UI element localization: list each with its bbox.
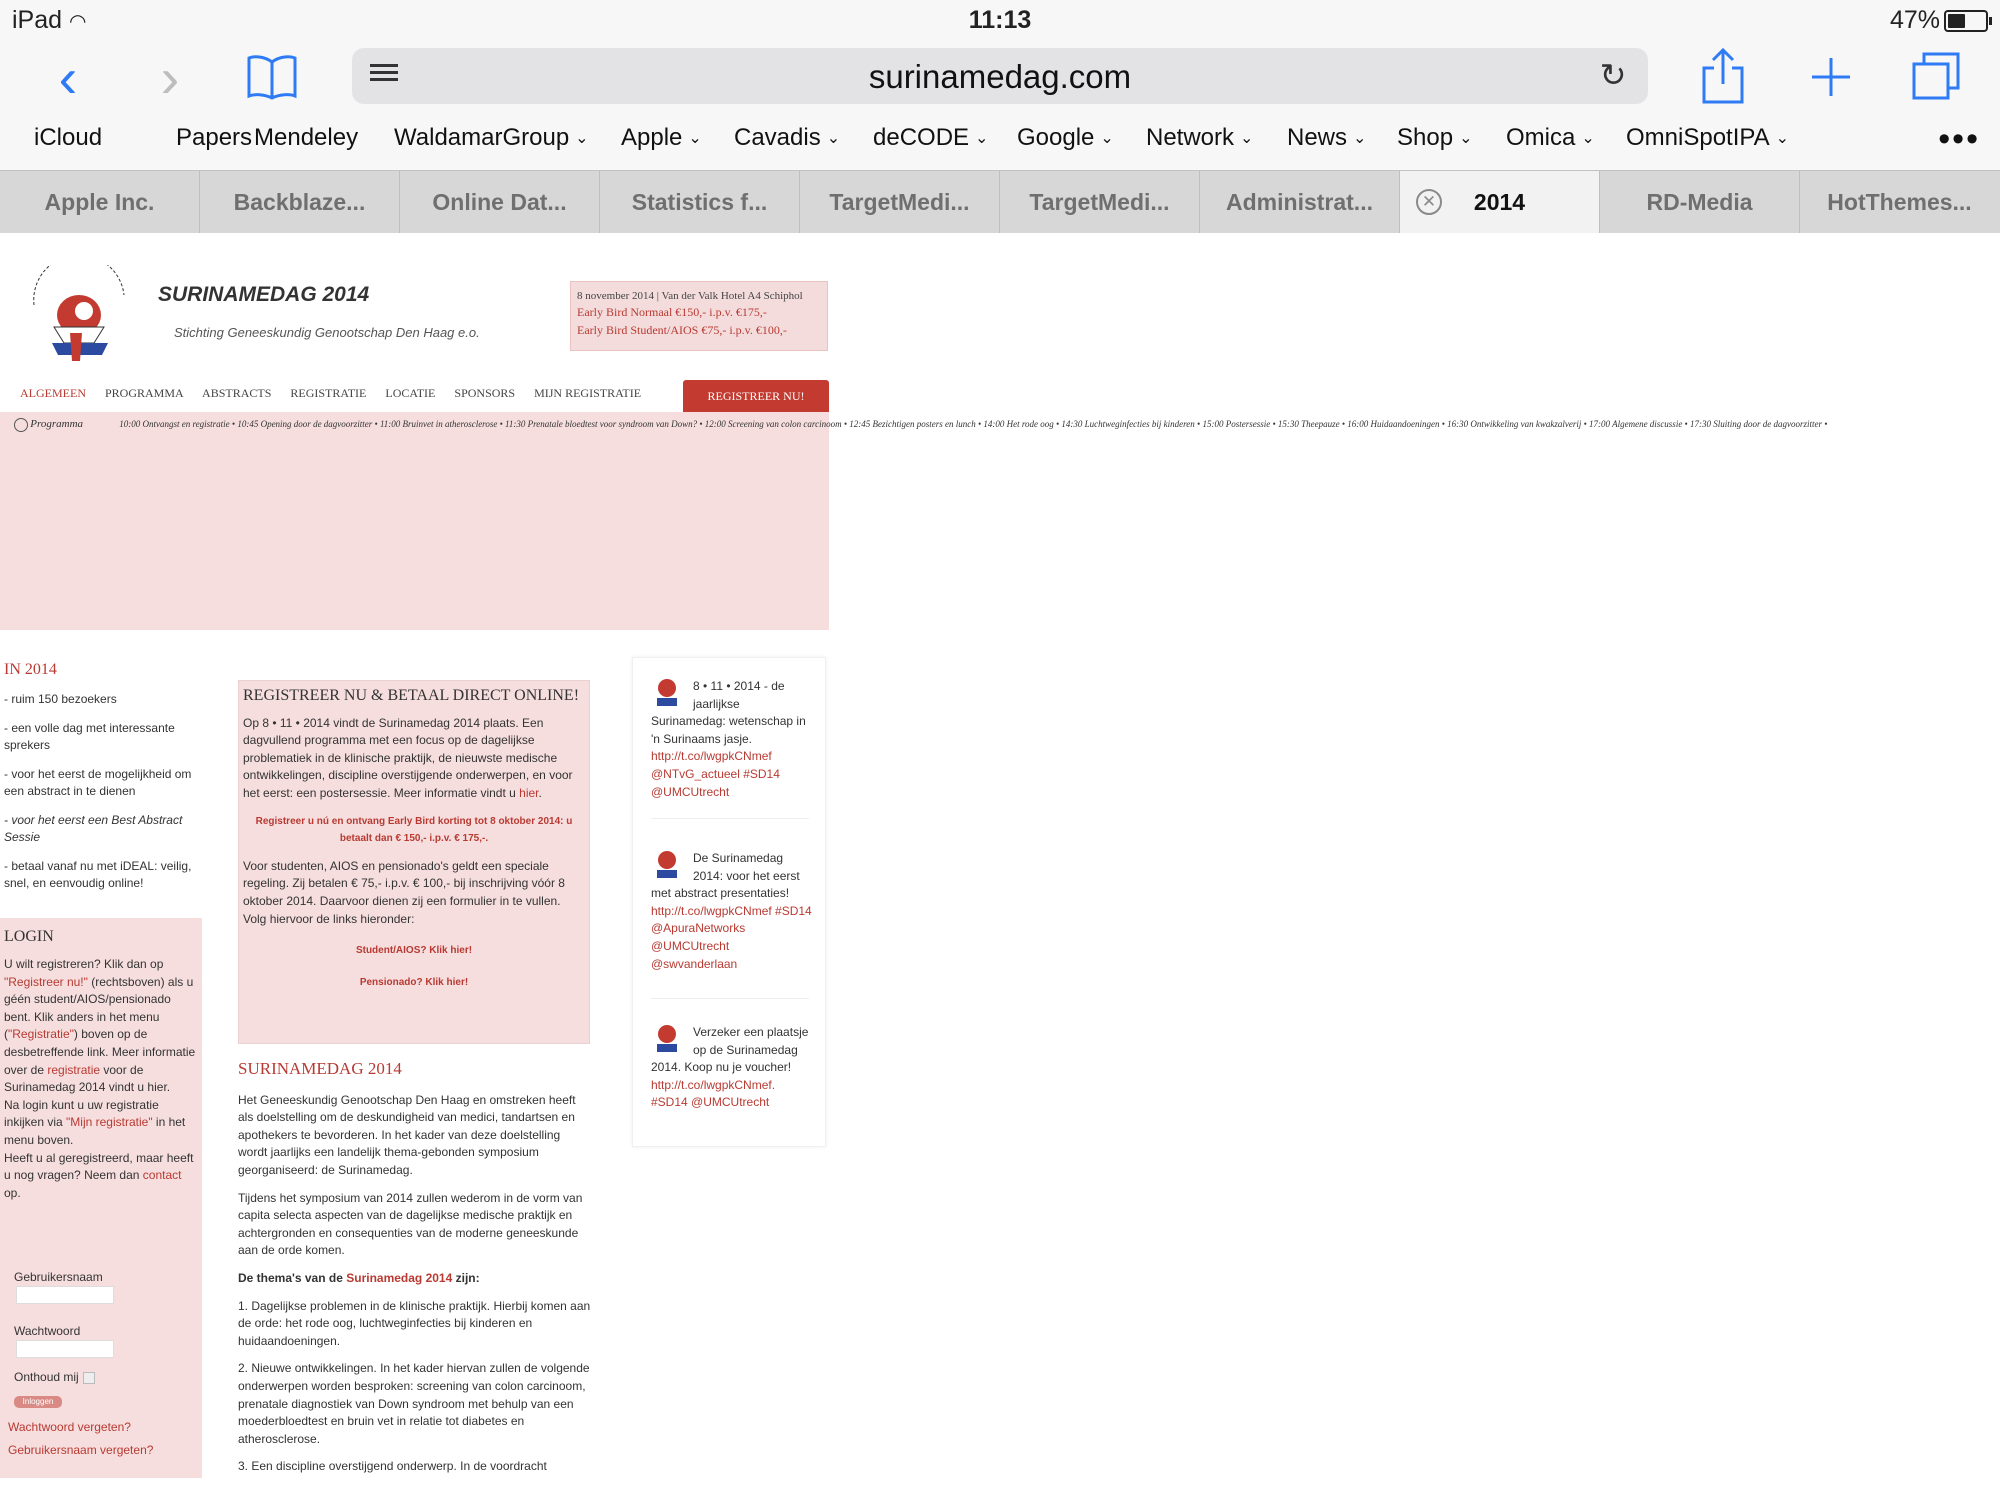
tab-apple[interactable]: Apple Inc. <box>0 171 200 233</box>
sidebar-in-2014 <box>0 657 200 904</box>
sidebar-heading: IN 2014 <box>4 661 57 678</box>
theme-item: 2. Nieuwe ontwikkelingen. In het kader hiervan zullen de volgende onderwerpen worden besproken: screening van colon carcinoom, prenatale diagnostiek van Down syndroom met behulp van een moederbloedtest en bruin vet in relatie tot diabetes en atherosclerose. <box>238 1361 590 1446</box>
username-label: Gebruikersnaam <box>14 1270 103 1284</box>
bookmark-mendeley[interactable]: Mendeley <box>254 124 359 151</box>
bookmark-folder-omica[interactable]: Omica ⌄ <box>1506 124 1595 151</box>
tab-targetmedi-1[interactable]: TargetMedi... <box>800 171 1000 233</box>
ticker-label: Programma <box>30 418 84 431</box>
avatar <box>647 844 687 884</box>
more-icon[interactable]: ••• <box>1938 120 1980 158</box>
bookmark-folder-news[interactable]: News ⌄ <box>1287 124 1367 151</box>
event-date: 8 november 2014 | Van der Valk Hotel A4 Schiphol <box>577 290 803 302</box>
menu-mijn-registratie[interactable]: MIJN REGISTRATIE <box>534 386 642 400</box>
battery-percent: 47% <box>1889 6 1940 34</box>
chevron-down-icon: ⌄ <box>1353 130 1367 147</box>
site-subtitle: Stichting Geneeskundig Genootschap Den Haag e.o. <box>174 325 480 340</box>
close-tab-icon[interactable]: ✕ <box>1416 189 1442 215</box>
new-tab-icon[interactable] <box>1808 54 1854 100</box>
sidebar-item: - voor het eerst een Best Abstract Sessie <box>4 813 183 844</box>
early-bird-student: Early Bird Student/AIOS €75,- i.p.v. €100,- <box>577 323 787 337</box>
avatar <box>647 672 687 712</box>
tweet: Verzeker een plaatsje op de Surinamedag 2014. Koop nu je voucher! http://t.co/lwgpkCNmef. #SD14 @UMCUtrecht <box>651 1024 815 1112</box>
tab-online-dat[interactable]: Online Dat... <box>400 171 600 233</box>
login-instructions: U wilt registreren? Klik dan op "Registreer nu!" (rechtsboven) als u géén student/AIOS/pensionado bent. Klik anders in het menu ("Registratie") boven op de desbetreffende link. Meer informatie over de registratie voor de Surinamedag 2014 vindt u hier. Na login kunt u uw registratie inkijken via "Mijn registratie" in het menu boven. Heeft u al geregistreerd, maar heeft u nog vragen? Neem dan contact op. <box>4 957 196 1200</box>
wifi-icon: ◠ <box>69 11 87 33</box>
bookmark-icloud[interactable]: iCloud <box>34 124 103 151</box>
menu-sponsors[interactable]: SPONSORS <box>454 386 516 400</box>
article-heading: SURINAMEDAG 2014 <box>238 1059 402 1078</box>
bookmark-folder-shop[interactable]: Shop ⌄ <box>1397 124 1473 151</box>
register-promo-box <box>238 680 590 1044</box>
clock-icon <box>14 418 28 432</box>
forward-icon[interactable]: › <box>160 46 180 109</box>
chevron-down-icon: ⌄ <box>1100 130 1114 147</box>
promo-heading: REGISTREER NU & BETAAL DIRECT ONLINE! <box>243 687 580 704</box>
remember-me-checkbox[interactable] <box>83 1372 95 1384</box>
bookmark-folder-network[interactable]: Network ⌄ <box>1146 124 1254 151</box>
address-bar[interactable] <box>352 48 1648 104</box>
login-panel <box>0 918 202 1478</box>
bookmark-folder-waldamargroup[interactable]: WaldamarGroup ⌄ <box>394 124 589 151</box>
forgot-password-link[interactable]: Wachtwoord vergeten? <box>8 1420 131 1434</box>
bookmark-folder-decode[interactable]: deCODE ⌄ <box>873 124 989 151</box>
tweet-links[interactable]: http://t.co/lwgpkCNmef. #SD14 @UMCUtrecht <box>651 1077 776 1110</box>
menu-registratie[interactable]: REGISTRATIE <box>290 386 367 400</box>
menu-algemeen[interactable]: ALGEMEEN <box>20 386 86 400</box>
reload-icon[interactable]: ↻ <box>1599 57 1627 93</box>
promo-intro: Op 8 • 11 • 2014 vindt de Surinamedag 2014 plaats. Een dagvullend programma met een focus op de dagelijkse problematiek in de klinische praktijk, de nieuwste medische ontwikkelingen, discipline overstijgende onderwerpen, en voor het eerst: een postersessie. Meer informatie vindt u hier. <box>243 715 573 800</box>
tab-statistics[interactable]: Statistics f... <box>600 171 800 233</box>
tab-targetmedi-2[interactable]: TargetMedi... <box>1000 171 1200 233</box>
url-text[interactable]: surinamedag.com <box>868 58 1132 95</box>
early-bird-normal: Early Bird Normaal €150,- i.p.v. €175,- <box>577 305 767 319</box>
chevron-down-icon: ⌄ <box>975 130 989 147</box>
share-icon[interactable] <box>1700 46 1746 106</box>
ticker-text: 10:00 Ontvangst en registratie • 10:45 Opening door de dagvoorzitter • 11:00 Bruinvet in atherosclerose • 11:30 Prenatale bloedtest voor syndroom van Down? • 12:00 Screening van colon carcinoom • 12:45 Bezichtigen posters en lunch • 14:00 Het rode oog • 14:30 Luchtweginfecties bij kinderen • 15:00 Postersessie • 15:30 Theepauze • 16:00 Huidaandoeningen • 16:30 Ontwikkeling van kwakzalverij • 17:00 Algemene discussie • 17:30 Sluiting door de dagvoorzitter • <box>119 419 1828 430</box>
tab-2014-active[interactable]: ✕ 2014 <box>1400 171 1600 233</box>
sidebar-item: - betaal vanaf nu met iDEAL: veilig, snel, en eenvoudig online! <box>4 859 192 890</box>
chevron-down-icon: ⌄ <box>826 130 841 147</box>
student-link[interactable]: Student/AIOS? Klik hier! <box>355 945 473 957</box>
early-bird-box <box>570 281 828 351</box>
remember-me-row[interactable]: Onthoud mij <box>14 1370 95 1384</box>
sidebar-item: - ruim 150 bezoekers <box>4 692 117 706</box>
theme-item: 1. Dagelijkse problemen in de klinische praktijk. Hierbij komen aan de orde: het rode oog, luchtweginfecties bij kinderen en huidaandoeningen. <box>238 1298 591 1348</box>
theme-item: 3. Een discipline overstijgend onderwerp. In de voordracht <box>238 1459 547 1474</box>
menu-abstracts[interactable]: ABSTRACTS <box>202 386 272 400</box>
site-menu <box>20 386 657 401</box>
chevron-down-icon: ⌄ <box>575 130 589 147</box>
chevron-down-icon: ⌄ <box>1581 130 1595 147</box>
tab-administrat[interactable]: Administrat... <box>1200 171 1400 233</box>
article-paragraph: Tijdens het symposium van 2014 zullen wederom in de vorm van capita selecta aspecten van de dagelijkse medische praktijk en achtergronden en consequenties van de moderne geneeskunde aan de orde komen. <box>238 1190 583 1258</box>
chevron-down-icon: ⌄ <box>688 130 702 147</box>
password-input[interactable] <box>16 1340 114 1358</box>
chevron-down-icon: ⌄ <box>1775 130 1790 147</box>
tab-hotthemes[interactable]: HotThemes... <box>1827 189 1972 215</box>
password-label: Wachtwoord <box>14 1324 81 1338</box>
program-ticker <box>14 418 2000 432</box>
login-button[interactable]: Inloggen <box>14 1396 62 1408</box>
chevron-down-icon: ⌄ <box>1240 130 1254 147</box>
themes-intro: De thema's van de Surinamedag 2014 zijn: <box>238 1270 480 1285</box>
bookmark-folder-google[interactable]: Google ⌄ <box>1017 124 1114 151</box>
tweet: De Surinamedag 2014: voor het eerst met abstract presentaties! http://t.co/lwgpkCNmef #SD14 @ApuraNetworks @UMCUtrecht @swvanderlaan <box>651 850 815 973</box>
battery-icon <box>1944 10 1988 32</box>
status-bar <box>0 0 2000 40</box>
tab-backblaze[interactable]: Backblaze... <box>200 171 400 233</box>
register-link[interactable]: "Registreer nu!" <box>4 974 88 989</box>
menu-locatie[interactable]: LOCATIE <box>385 386 436 400</box>
site-title: SURINAMEDAG 2014 <box>158 283 370 306</box>
device-label: iPad ◠ <box>12 6 87 34</box>
chevron-down-icon: ⌄ <box>1459 130 1473 147</box>
tab-rd-media[interactable]: RD-Media <box>1600 171 1800 233</box>
more-info-link[interactable]: hier <box>519 785 539 800</box>
bookmark-folder-omnispotipa[interactable]: OmniSpotIPA ⌄ <box>1626 124 1790 151</box>
bookmark-papers[interactable]: Papers <box>176 124 253 151</box>
surinamedag-link[interactable]: Surinamedag 2014 <box>346 1270 453 1285</box>
bookmark-folder-cavadis[interactable]: Cavadis ⌄ <box>734 124 841 151</box>
tweet-links[interactable]: http://t.co/lwgpkCNmef @NTvG_actueel #SD14 @UMCUtrecht <box>651 749 780 799</box>
forgot-username-link[interactable]: Gebruikersnaam vergeten? <box>8 1443 154 1457</box>
mijn-registratie-link[interactable]: "Mijn registratie" <box>66 1115 153 1130</box>
tab-bar <box>0 170 2000 234</box>
article <box>238 1060 592 1486</box>
bookmark-folder-apple[interactable]: Apple ⌄ <box>621 124 702 151</box>
banner-area <box>0 412 829 630</box>
avatar <box>647 1018 687 1058</box>
pensionado-link[interactable]: Pensionado? Klik hier! <box>359 976 469 988</box>
article-paragraph: Het Geneeskundig Genootschap Den Haag en omstreken heeft als doelstelling om de deskundigheid van medici, tandartsen en apothekers te bevorderen. In het kader van deze doelstelling wordt jaarlijks een landelijk thema-gebonden symposium georganiseerd: de Surinamedag. <box>238 1092 576 1177</box>
twitter-feed <box>632 657 826 1147</box>
tweet: 8 • 11 • 2014 - de jaarlijkse Surinamedag: wetenschap in 'n Surinaams jasje. http://t.co/lwgpkCNmef @NTvG_actueel #SD14 @UMCUtrecht <box>651 678 815 801</box>
bookmarks-icon[interactable] <box>246 54 298 100</box>
bookmarks-bar <box>0 120 2000 170</box>
menu-programma[interactable]: PROGRAMMA <box>105 386 184 400</box>
web-page <box>0 233 2000 1500</box>
early-bird-notice: Registreer u nú en ontvang Early Bird korting tot 8 oktober 2014: u betaalt dan € 150,- i.p.v. € 175,-. <box>255 815 573 845</box>
username-input[interactable] <box>16 1286 114 1304</box>
registratie-info-link[interactable]: registratie <box>47 1062 101 1077</box>
register-now-button[interactable]: REGISTREER NU! <box>683 380 829 412</box>
contact-link[interactable]: contact <box>142 1168 182 1183</box>
clock: 11:13 <box>968 6 1032 34</box>
back-icon[interactable]: ‹ <box>58 46 78 109</box>
registratie-link[interactable]: "Registratie" <box>8 1027 74 1042</box>
tabs-icon[interactable] <box>1910 50 1962 102</box>
site-logo[interactable] <box>24 265 134 375</box>
sidebar-item: - voor het eerst de mogelijkheid om een abstract in te dienen <box>4 767 192 798</box>
login-heading: LOGIN <box>4 928 54 945</box>
sidebar-item: - een volle dag met interessante sprekers <box>4 721 175 752</box>
student-info: Voor studenten, AIOS en pensionado's geldt een speciale regeling. Zij betalen € 75,- i.p.v. € 100,- bij inschrijving vóór 8 oktober 2014. Daarvoor dienen zij een formulier in te vullen. Volg hiervoor de links hieronder: <box>243 858 565 926</box>
tweet-links[interactable]: http://t.co/lwgpkCNmef #SD14 @ApuraNetworks @UMCUtrecht @swvanderlaan <box>651 903 812 971</box>
